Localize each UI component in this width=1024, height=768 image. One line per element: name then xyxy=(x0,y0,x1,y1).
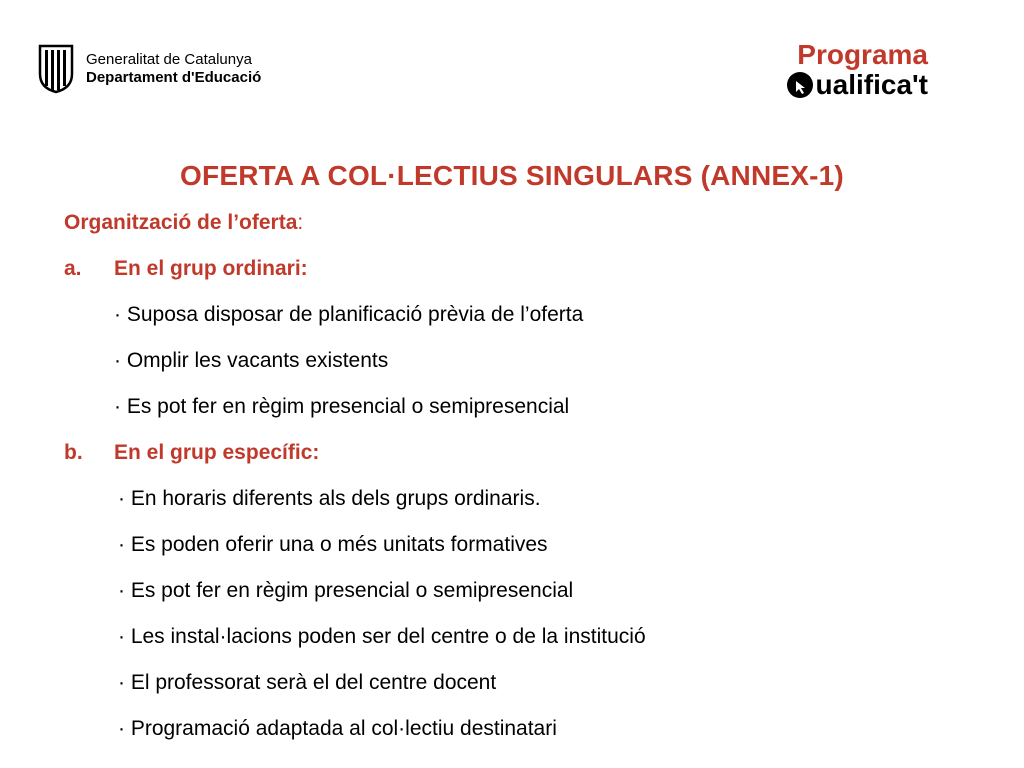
list-item: · Es poden oferir una o més unitats formatives xyxy=(118,533,548,556)
subtitle-text: Organització de l’oferta xyxy=(64,211,298,234)
section-heading-text: En el grup ordinari: xyxy=(114,257,308,280)
subtitle-colon: : xyxy=(297,211,304,234)
list-item: · Programació adaptada al col·lectiu destinatari xyxy=(118,717,557,740)
brand-qualificat xyxy=(785,70,928,100)
list-item: · El professorat serà el del centre docent xyxy=(118,671,497,694)
gencat-logo-icon xyxy=(36,44,76,94)
list-item: · Omplir les vacants existents xyxy=(114,349,389,372)
section-a-heading xyxy=(64,254,964,300)
gencat-text xyxy=(86,51,261,87)
brand-programa: Programa xyxy=(797,39,928,70)
list-item: · Es pot fer en règim presencial o semipresencial xyxy=(114,395,570,418)
org-name: Generalitat de Catalunya xyxy=(86,51,252,68)
brand-qualificat-text: ualifica't xyxy=(815,69,928,100)
section-letter: a. xyxy=(64,257,82,280)
gencat-header xyxy=(36,44,261,94)
programa-qualificat-logo xyxy=(785,40,928,100)
subtitle xyxy=(64,208,964,254)
q-cursor-icon xyxy=(785,70,815,100)
slide-title: OFERTA A COL·LECTIUS SINGULARS (ANNEX-1) xyxy=(180,160,844,191)
department-name: Departament d'Educació xyxy=(86,69,262,86)
list-item: · Suposa disposar de planificació prèvia de l’oferta xyxy=(114,303,584,326)
section-letter: b. xyxy=(64,441,83,464)
list-item: · Es pot fer en règim presencial o semipresencial xyxy=(118,579,574,602)
slide-content xyxy=(64,208,964,760)
section-b-heading xyxy=(64,438,964,484)
list-item: · Les instal·lacions poden ser del centre o de la institució xyxy=(118,625,646,648)
list-item: · En horaris diferents als dels grups ordinaris. xyxy=(118,487,541,510)
section-heading-text: En el grup específic: xyxy=(114,441,320,464)
